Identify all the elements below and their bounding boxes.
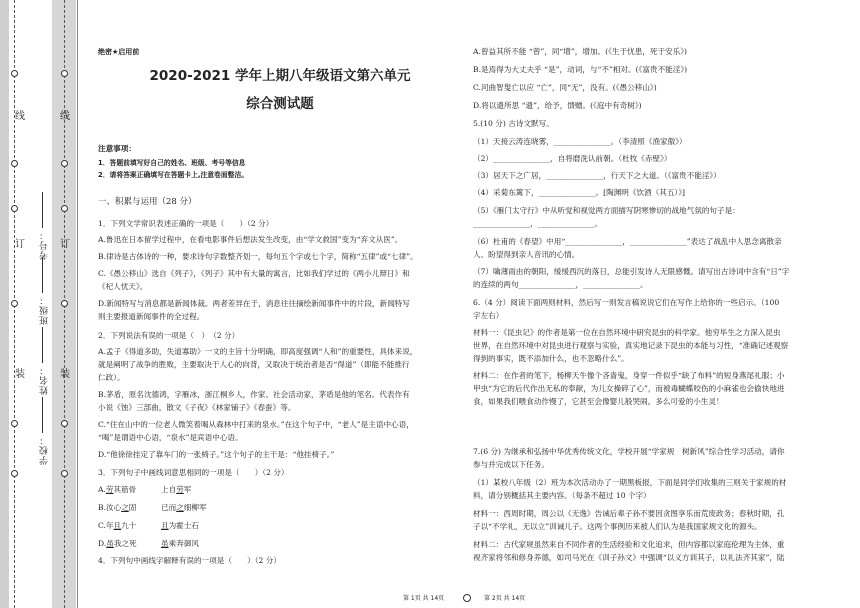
material-1: 材料一：《昆虫记》的作者是第一位在自然环境中研究昆虫的科学家。他穷毕生之力深入昆虫 <box>473 328 781 337</box>
binding-hole <box>11 160 18 167</box>
option-b-cont: 小说《蚀》三部曲，散文《子夜》《林家铺子》《春蚕》等。 <box>98 403 296 412</box>
option-c-cont: 《杞人忧天》。 <box>98 282 148 291</box>
question-5-stem: 5.(10 分) 古诗文默写。 <box>473 119 554 128</box>
question-7-stem-cont: 参与并完成以下任务。 <box>473 460 549 469</box>
center-dot-icon <box>463 594 471 602</box>
left-page <box>95 0 465 608</box>
page-number-left: 第 1页 共 14页 <box>403 595 445 602</box>
material-1-cont: 世界，在自然环境中对昆虫进行观察与实验，真实地记录下昆虫的本能与习性，“准确记述观察 <box>473 341 789 350</box>
material-4: 材料二：古代家规虽然来自不同作者的生活经验和文化追求，但内容都以家庭伦理为主体，重 <box>473 540 785 549</box>
notice-heading: 注意事项： <box>98 144 136 153</box>
fill-blank-1[interactable]: （1）天接云涛连晓雾，_______________。（李清照《渔家傲》） <box>473 137 687 146</box>
question-2-stem: 2．下列说法有误的一项是（ ） （2 分） <box>98 331 240 340</box>
binding-hole <box>11 300 18 307</box>
class-field[interactable]: 班级： <box>38 255 51 325</box>
material-4-cont: 视齐家将邻和修身养德，如司马光在《训子孙文》中强调“以义方训其子，以礼法齐其家”，陆 <box>473 553 785 562</box>
binding-hole <box>11 70 18 77</box>
exam-subtitle: 综合测试题 <box>246 96 314 112</box>
right-page <box>473 0 845 608</box>
question-6-stem-cont: 字左右） <box>473 311 504 320</box>
binding-hole <box>61 70 68 77</box>
page-number-right: 第 2页 共 14页 <box>484 595 526 602</box>
binding-hole <box>61 205 68 212</box>
section-heading: 一、积累与运用（28 分） <box>98 197 197 207</box>
option-d-right: 虽乘奔御风 <box>161 539 199 548</box>
question-7-stem: 7.(6 分) 为继承和弘扬中华优秀传统文化，学校开展“学家规 树新风”综合性学习活动，请你 <box>473 447 785 456</box>
binding-char: 装 <box>60 369 70 380</box>
binding-gray-strip <box>0 0 9 608</box>
option-b: B.是焉得为大丈夫乎 “是”，动词，与“不”相对。(《富贵不能淫》) <box>473 65 688 74</box>
name-field[interactable]: 姓名： <box>38 325 51 395</box>
binding-hole <box>61 470 68 477</box>
binding-char: 订 <box>60 239 70 250</box>
fill-blank-2[interactable]: （2）_______________，自将磨洗认前朝。（杜牧《赤壁》） <box>473 154 672 163</box>
option-a: A.孟子《得道多助，失道寡助》一文的主旨十分明确，即高度强调“人和”的重要性，具体来说， <box>98 347 418 356</box>
option-b: B.律诗是古体诗的一种，要求诗句字数整齐划一，每句五个字或七个字，简称“五律”或“七律”。 <box>98 252 418 261</box>
binding-edge <box>77 0 78 608</box>
question-4-stem: 4．下列句中画线字解释有误的一项是（ ）（2 分） <box>98 556 281 565</box>
fill-blank-4[interactable]: （4）采菊东篱下，_______________。[陶渊明《饮酒（其五）》] <box>473 188 685 197</box>
question-1-stem: 1．下列文学常识表述正确的一项是（ ）（2 分） <box>98 219 274 228</box>
binding-margin <box>0 0 78 608</box>
option-a: A.鲁迅在日本留学过程中，在看电影事件后想法发生改变，由“学文救国”变为“弃文从医”。 <box>98 235 403 244</box>
fill-blank-5: （5）《雁门太守行》中从听觉和视觉两方面描写阴寒惨切的战地气氛的句子是： <box>473 206 740 215</box>
binding-hole <box>61 420 68 427</box>
binding-hole <box>11 205 18 212</box>
option-d: D.将以遗所思 “遗”，给予，馈赠。(《庭中有奇树》) <box>473 101 642 110</box>
exam-title: 2020-2021 学年上期八年级语文第六单元 <box>149 68 411 84</box>
option-b-left: B.汝心之固 <box>98 503 137 512</box>
option-d-cont: 则主要报道新闻事件的全过程。 <box>98 312 205 321</box>
option-c-cont: “喝”是谓语中心语，“泉水”是宾语中心语。 <box>98 433 243 442</box>
question-6-stem: 6.（4 分）阅读下面两则材料，然后写一则发言稿说说它们在写作上给你的一些启示。（100 <box>473 298 780 307</box>
material-2: 材料二：在作者的笔下，杨柳天牛像个吝啬鬼，身穿一件似乎“缺了布料”的短身燕尾礼服；小 <box>473 371 785 380</box>
fill-blank-5-answer[interactable]: _______________，_______________。 <box>473 219 603 228</box>
option-a-right: 上自劳军 <box>161 485 192 494</box>
option-d: D.“他徐徐挂定了靠车门的一张椅子。”这个句子的主干是：“他挂椅子。” <box>98 450 335 459</box>
binding-char: 装 <box>15 369 25 380</box>
option-c: C.“住在山中的一位老人微笑着喝从森林中打来的泉水。”在这个句子中，“老人”是主语中心语， <box>98 420 414 429</box>
binding-hole <box>11 470 18 477</box>
binding-hole <box>61 160 68 167</box>
material-1-cont: 得到的事实，既不添加什么，也不忽略什么”。 <box>473 354 629 363</box>
option-a-left: A.劳其筋骨 <box>98 485 137 494</box>
fill-blank-6[interactable]: （6）杜甫的《春望》中用“_______________，_______________”表达了战乱中人思念离散亲 <box>473 237 782 246</box>
fill-blank-6-cont: 人、盼望得到亲人音讯的心情。 <box>473 250 580 259</box>
binding-hole <box>11 420 18 427</box>
task-1-cont: 料，请分别概括其主要内容。（每条不超过 10 个字） <box>473 491 651 500</box>
option-a-cont: 就是阐明了战争的胜败，主要取决于人心的向背，又取决于统治者是否“得道”（即能不能推行 <box>98 360 410 369</box>
option-d-left: D.虽我之死 <box>98 539 137 548</box>
school-field[interactable]: 学校： <box>38 395 51 465</box>
material-2-cont: 甲虫“为它的后代作出无私的奉献，为儿女操碎了心”，而被毒蝴蝶咬伤的小麻雀也会偷快地进 <box>473 384 785 393</box>
binding-char: 线 <box>15 111 25 122</box>
secret-label: 绝密★启用前 <box>98 48 140 56</box>
task-1: （1）某校八年级（2）班为本次活动办了一期黑板报，下面是同学们收集的三则关于家规的材 <box>473 478 787 487</box>
material-2-cont: 食，如果我们喂食动作慢了，它甚至会像婴儿般哭闹。多么可爱的小生灵！ <box>473 397 724 406</box>
binding-char: 订 <box>15 239 25 250</box>
notice-item: 1．答题前填写好自己的姓名、班级、考号等信息 <box>98 159 246 167</box>
option-a: A.曾益其所不能 “曾”，同“增”，增加。(《生于忧患，死于安乐》) <box>473 47 688 56</box>
option-c: C.《愚公移山》选自《列子》，《列子》其中有大量的寓言，比如我们学过的《两小儿辩日》和 <box>98 269 410 278</box>
binding-hole <box>61 300 68 307</box>
binding-char: 线 <box>60 111 70 122</box>
option-b: B.茅盾，原名沈德鸿，字雁冰，浙江桐乡人，作家、社会活动家，茅盾是他的笔名。代表作有 <box>98 390 410 399</box>
fill-blank-7: （7）噙薄雨由的朝阳，缓缓西沉的落日，总能引发诗人无限感慨。请写出古诗词中含有“日”字 <box>473 267 790 276</box>
exam-no-field[interactable]: 考号： <box>38 190 51 260</box>
notice-item: 2．请将答案正确填写在答题卡上,注意卷面整洁。 <box>98 171 249 179</box>
question-3-stem: 3．下列句子中画线词意思相同的一项是（ ）（2 分） <box>98 468 289 477</box>
option-d: D.新闻特写与消息都是新闻体裁。两者差异在于，消息往往摘绘新闻事件中的片段，新闻特写 <box>98 299 410 308</box>
material-3-cont: 子以“不学礼，无以立”训诫儿子。这两个事例历来被人们认为是我国家规文化的源头。 <box>473 522 762 531</box>
option-a-cont: 仁政）。 <box>98 373 125 382</box>
option-b-right: 已而之细柳军 <box>161 503 207 512</box>
fill-blank-3[interactable]: （3）居天下之广居，_______________，行天下之大道。（《富贵不能淫》） <box>473 171 721 180</box>
material-3: 材料一：西周时期，周公以《无逸》告诫后辈子孙不要因贪图享乐而荒废政务；春秋时期，孔 <box>473 509 785 518</box>
option-c: C.河曲智叟亡以应 “亡”，同“无”，没有。(《愚公移山》) <box>473 83 657 92</box>
fill-blank-7-answer[interactable]: 的连续的两句_______________，_______________。 <box>473 280 648 289</box>
option-c-left: C.年且九十 <box>98 521 137 530</box>
option-c-right: 且为霍士石 <box>161 521 199 530</box>
